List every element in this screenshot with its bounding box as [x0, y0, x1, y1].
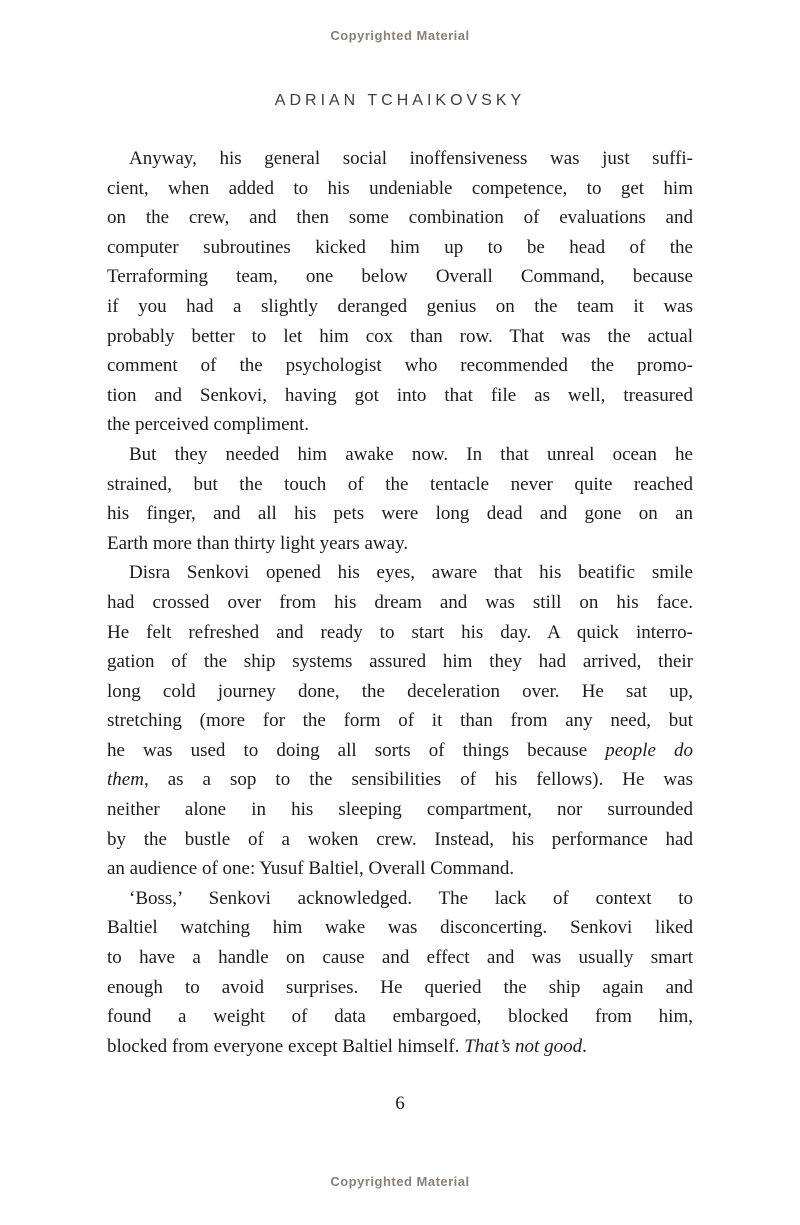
text-line	[107, 174, 693, 204]
text-line	[107, 529, 693, 559]
paragraph	[107, 884, 693, 1062]
text-line	[107, 677, 693, 707]
text-run: tion and Senkovi, having got into that file as well, treasured	[107, 384, 693, 406]
text-run: strained, but the touch of the tentacle never quite reached	[107, 473, 693, 495]
text-line	[107, 558, 693, 588]
text-line	[107, 322, 693, 352]
copyright-notice-bottom: Copyrighted Material	[330, 1174, 470, 1189]
text-line	[107, 913, 693, 943]
text-line	[107, 410, 693, 440]
text-line	[107, 588, 693, 618]
text-line	[107, 351, 693, 381]
text-line	[107, 795, 693, 825]
text-run: found a weight of data embargoed, blocked from him,	[107, 1006, 693, 1028]
text-run: blocked from everyone except Baltiel himself.	[107, 1035, 465, 1057]
text-run: his finger, and all his pets were long dead and gone on an	[107, 503, 693, 525]
paragraph	[107, 558, 693, 884]
text-run: .	[582, 1035, 587, 1057]
text-run: gation of the ship systems assured him they had arrived, their	[107, 651, 693, 673]
text-run: by the bustle of a woken crew. Instead, his performance had	[107, 828, 693, 850]
text-run: probably better to let him cox than row. That was the actual	[107, 325, 693, 347]
paragraph	[107, 144, 693, 440]
text-line	[107, 233, 693, 263]
text-line	[107, 203, 693, 233]
text-line	[107, 736, 693, 766]
text-line	[107, 647, 693, 677]
text-run: But they needed him awake now. In that unreal ocean he	[129, 443, 693, 465]
text-line	[107, 618, 693, 648]
text-line	[107, 1002, 693, 1032]
text-run: He felt refreshed and ready to start his day. A quick interro-	[107, 621, 693, 643]
text-run: on the crew, and then some combination of evaluations and	[107, 207, 693, 229]
text-run: , as a sop to the sensibilities of his fellows). He was	[143, 769, 693, 791]
page-number: 6	[395, 1093, 405, 1114]
text-run: if you had a slightly deranged genius on the team it was	[107, 295, 693, 317]
text-line	[107, 381, 693, 411]
body-text	[107, 144, 693, 1061]
text-run: had crossed over from his dream and was still on his face.	[107, 591, 693, 613]
text-line	[107, 765, 693, 795]
text-run: an audience of one: Yusuf Baltiel, Overall Command.	[107, 858, 515, 880]
text-run: enough to avoid surprises. He queried the ship again and	[107, 976, 693, 998]
text-line	[107, 884, 693, 914]
running-header-author: ADRIAN TCHAIKOVSKY	[274, 92, 526, 109]
text-line	[107, 292, 693, 322]
text-run: Baltiel watching him wake was disconcerting. Senkovi liked	[107, 917, 693, 939]
text-line	[107, 470, 693, 500]
text-run: to have a handle on cause and effect and was usually smart	[107, 947, 693, 969]
text-run: Earth more than thirty light years away.	[107, 532, 409, 554]
text-line	[107, 825, 693, 855]
text-line	[107, 440, 693, 470]
italic-text-run: That’s not good	[464, 1035, 583, 1057]
text-run: neither alone in his sleeping compartment, nor surrounded	[107, 799, 693, 821]
copyright-notice-top: Copyrighted Material	[330, 28, 470, 43]
text-run: stretching (more for the form of it than from any need, but	[107, 710, 693, 732]
text-run: the perceived compliment.	[107, 414, 310, 436]
text-line	[107, 943, 693, 973]
text-run: long cold journey done, the deceleration over. He sat up,	[107, 680, 693, 702]
italic-text-run: people do	[605, 739, 693, 761]
text-run: comment of the psychologist who recommended the promo-	[107, 355, 693, 377]
italic-text-run: them	[107, 769, 144, 791]
text-line	[107, 499, 693, 529]
text-run: cient, when added to his undeniable competence, to get him	[107, 177, 693, 199]
text-run: Anyway, his general social inoffensiveness was just suffi-	[129, 148, 693, 169]
text-line	[107, 973, 693, 1003]
text-run: he was used to doing all sorts of things because	[107, 739, 606, 761]
text-line	[107, 262, 693, 292]
text-line	[107, 1032, 693, 1062]
text-run: Disra Senkovi opened his eyes, aware that his beatific smile	[129, 562, 693, 584]
text-run: ‘Boss,’ Senkovi acknowledged. The lack of context to	[129, 887, 693, 909]
text-run: Terraforming team, one below Overall Command, because	[107, 266, 693, 288]
paragraph	[107, 440, 693, 558]
text-run: computer subroutines kicked him up to be head of the	[107, 236, 693, 258]
text-line	[107, 854, 693, 884]
text-line	[107, 706, 693, 736]
text-line	[107, 144, 693, 174]
